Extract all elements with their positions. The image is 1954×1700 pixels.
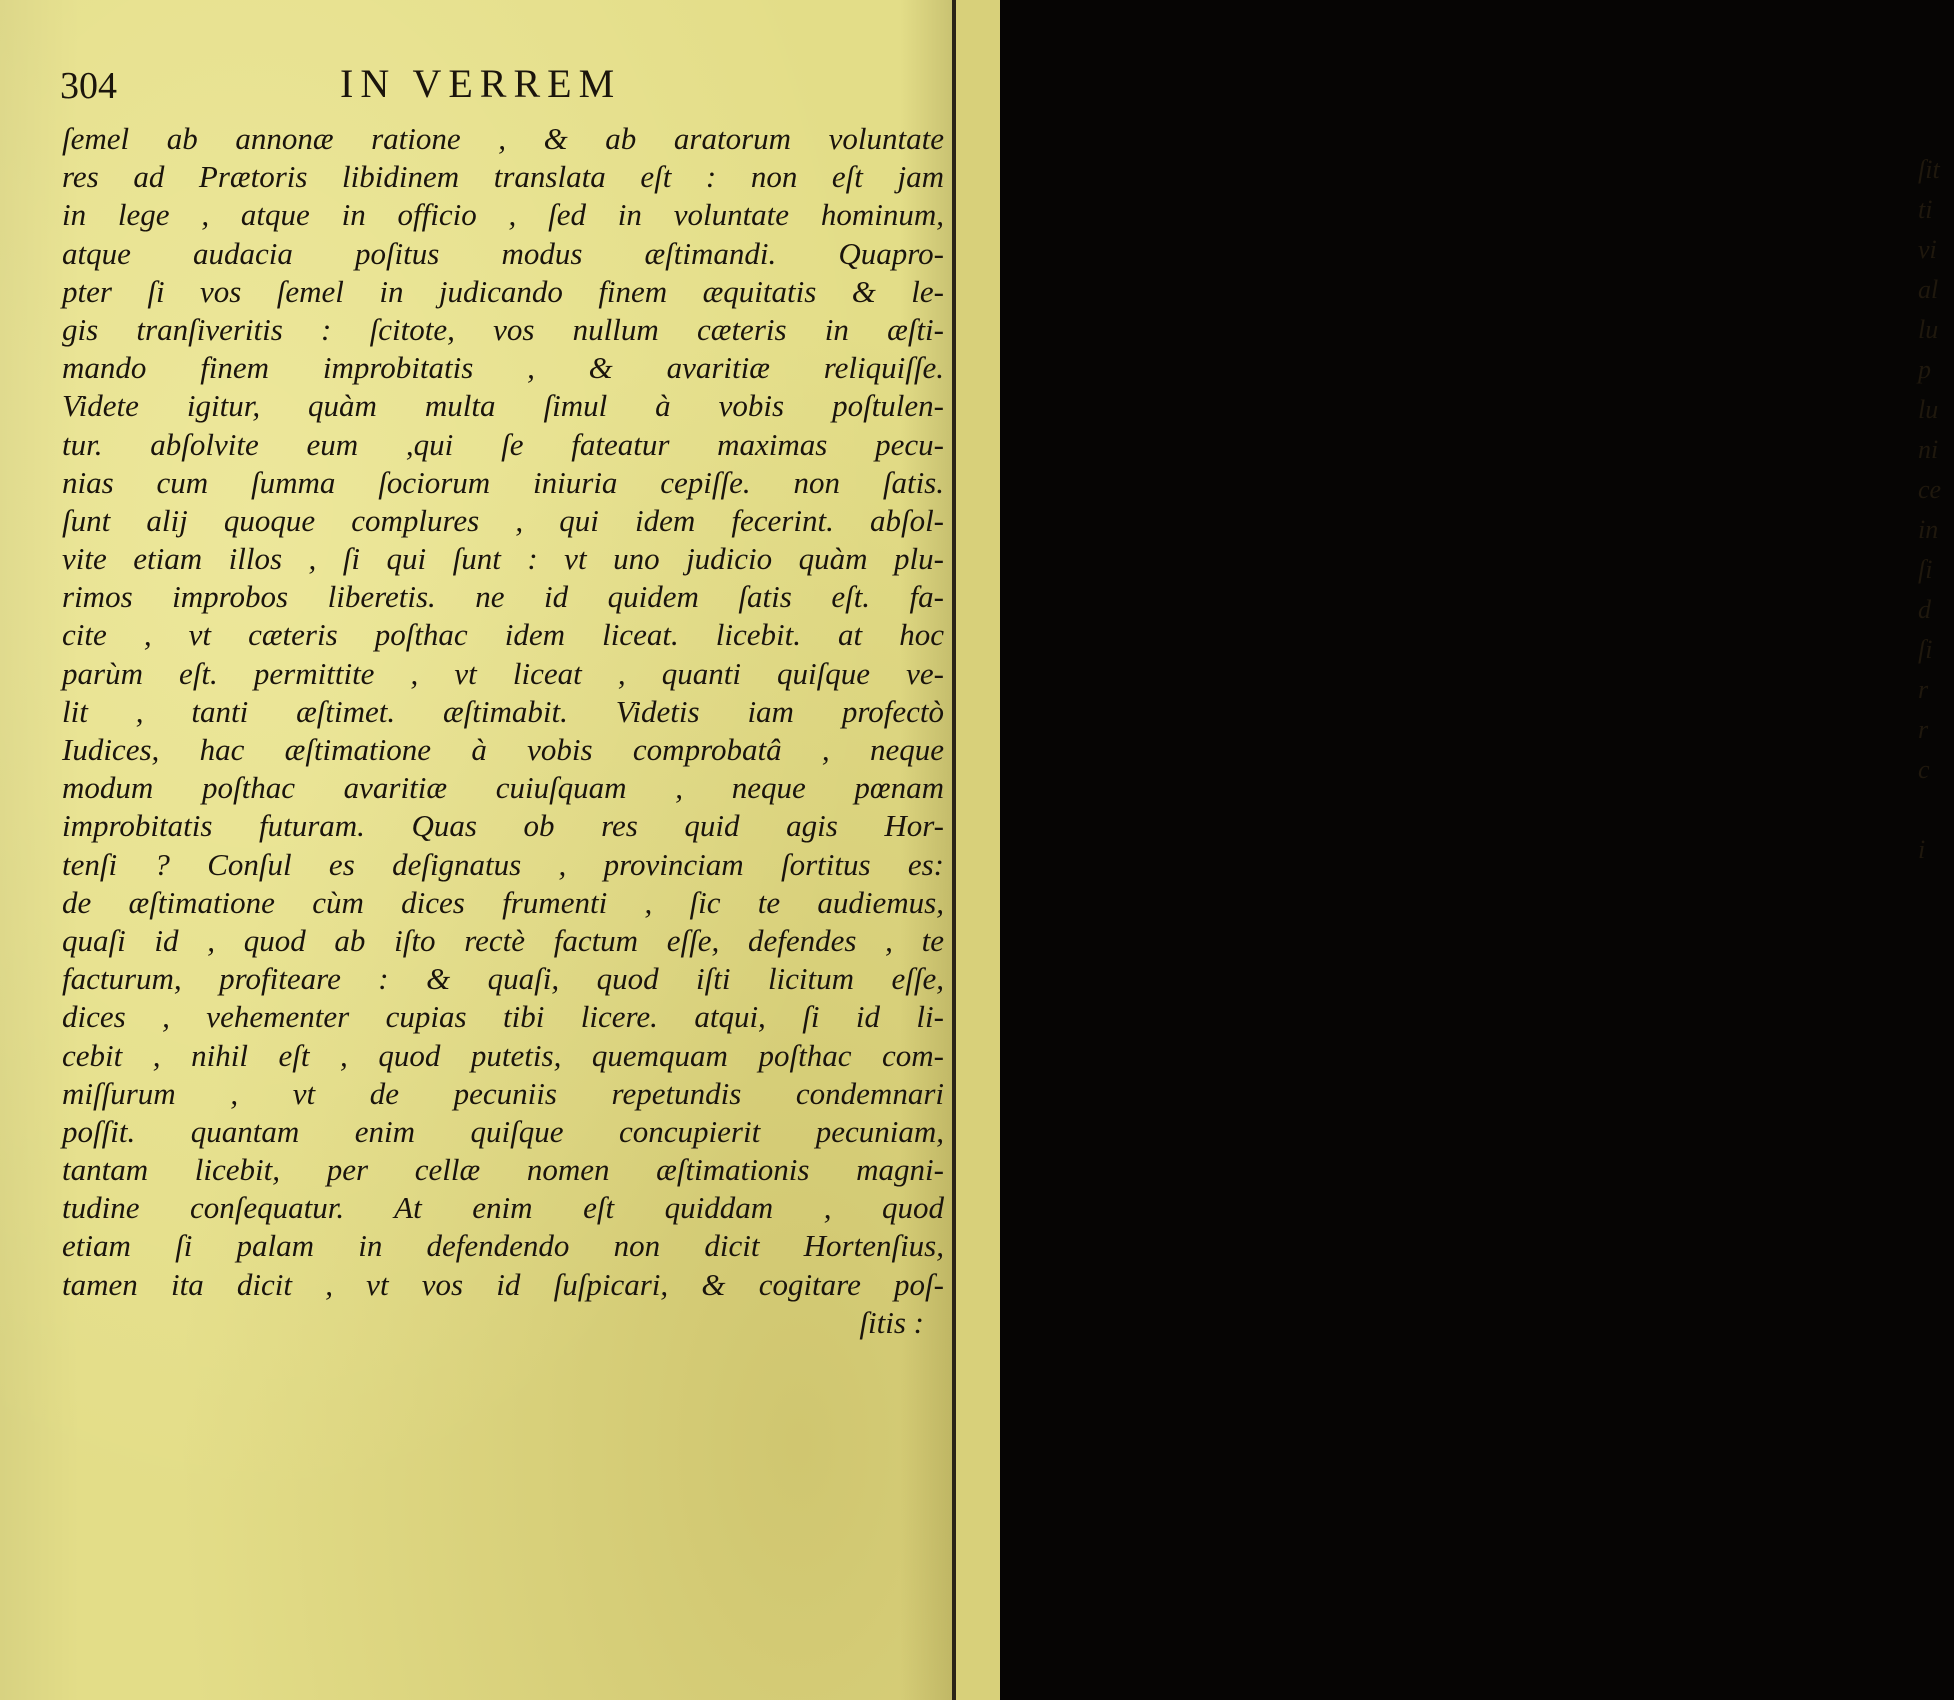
adjacent-text-fragment (1918, 870, 1954, 910)
adjacent-page-edge (956, 0, 1942, 1700)
text-line: Videte igitur, quàm multa ſimul à vobis poſtulen- (62, 388, 944, 424)
text-line: pter ſi vos ſemel in judicando finem æquitatis & le- (62, 273, 944, 309)
text-line: miſſurum , vt de pecuniis repetundis condemnari (62, 1075, 944, 1111)
text-line: Iudices, hac æſtimatione à vobis comprobatâ , neque (62, 732, 944, 767)
text-line: etiam ſi palam in defendendo non dicit Hortenſius, (62, 1228, 944, 1264)
adjacent-text-fragment (1918, 1190, 1954, 1230)
adjacent-text-fragment (1918, 1350, 1954, 1390)
adjacent-text-fragment (1918, 1310, 1954, 1350)
adjacent-text-fragment (1918, 790, 1954, 830)
text-line: poſſit. quantam enim quiſque concupierit pecuniam, (62, 1113, 944, 1149)
adjacent-text-fragment: ſi (1918, 555, 1933, 584)
body-text (62, 120, 944, 1342)
text-line: facturum, profiteare : & quaſi, quod iſti licitum eſſe, (62, 961, 944, 997)
text-line: gis tranſiveritis : ſcitote, vos nullum cæteris in æſti- (62, 311, 944, 347)
adjacent-text-fragment: i (1918, 835, 1926, 864)
text-line: tenſi ? Conſul es deſignatus , provinciam ſortitus es: (62, 846, 944, 882)
adjacent-text-fragment (1918, 1150, 1954, 1190)
adjacent-text-fragment (1918, 1230, 1954, 1270)
adjacent-text-fragment (1918, 1070, 1954, 1110)
adjacent-page-text-fragments (1918, 150, 1954, 1390)
adjacent-text-fragment: vi (1918, 235, 1937, 264)
running-title: IN VERREM (340, 61, 622, 106)
adjacent-text-fragment: r (1918, 675, 1929, 704)
adjacent-text-fragment: lu (1918, 315, 1939, 344)
text-line: tudine conſequatur. At enim eſt quiddam , quod (62, 1190, 944, 1226)
text-line: tamen ita dicit , vt vos id ſuſpicari, & cogitare poſ- (62, 1266, 944, 1302)
text-line: atque audacia poſitus modus æſtimandi. Quapro- (62, 235, 944, 271)
text-line: ſitis : (859, 1304, 924, 1340)
adjacent-text-fragment: ſit (1918, 155, 1940, 184)
text-line: ſemel ab annonæ ratione , & ab aratorum voluntate (62, 121, 944, 156)
text-line: improbitatis futuram. Quas ob res quid agis Hor- (62, 808, 944, 844)
text-line: nias cum ſumma ſociorum iniuria cepiſſe. non ſatis. (62, 464, 944, 500)
adjacent-text-fragment: ti (1918, 195, 1933, 224)
text-line: de æſtimatione cùm dices frumenti , ſic te audiemus, (62, 884, 944, 920)
adjacent-text-fragment (1918, 910, 1954, 950)
text-line: quaſi id , quod ab iſto rectè factum eſſe, defendes , te (62, 922, 944, 958)
text-line: dices , vehementer cupias tibi licere. atqui, ſi id li- (62, 999, 944, 1035)
adjacent-text-fragment: ſi (1918, 635, 1933, 664)
text-line: cite , vt cæteris poſthac idem liceat. licebit. at hoc (62, 617, 944, 653)
text-line: tantam licebit, per cellæ nomen æſtimationis magni- (62, 1152, 944, 1188)
text-line: modum poſthac avaritiæ cuiuſquam , neque pœnam (62, 770, 944, 806)
text-line: res ad Prætoris libidinem translata eſt : non eſt jam (62, 159, 944, 195)
text-line: lit , tanti æſtimet. æſtimabit. Videtis iam profectò (62, 693, 944, 729)
adjacent-text-fragment: r (1918, 715, 1929, 744)
text-line: cebit , nihil eſt , quod putetis, quemquam poſthac com- (62, 1037, 944, 1073)
adjacent-text-fragment: c (1918, 755, 1930, 784)
adjacent-text-fragment (1918, 1270, 1954, 1310)
text-line: ſunt alij quoque complures , qui idem fecerint. abſol- (62, 502, 944, 538)
adjacent-text-fragment: lu (1918, 395, 1939, 424)
adjacent-text-fragment: d (1918, 595, 1931, 624)
adjacent-text-fragment: in (1918, 515, 1939, 544)
adjacent-text-fragment (1918, 950, 1954, 990)
adjacent-text-fragment (1918, 1030, 1954, 1070)
text-line: in lege , atque in officio , ſed in voluntate hominum, (62, 197, 944, 233)
text-line: tur. abſolvite eum ,qui ſe fateatur maximas pecu- (62, 426, 944, 462)
adjacent-text-fragment (1918, 1110, 1954, 1150)
text-line: mando finem improbitatis , & avaritiæ reliquiſſe. (62, 350, 944, 386)
text-line: vite etiam illos , ſi qui ſunt : vt uno judicio quàm plu- (62, 541, 944, 577)
adjacent-text-fragment: al (1918, 275, 1939, 304)
text-line: rimos improbos liberetis. ne id quidem ſatis eſt. fa- (62, 579, 944, 615)
adjacent-text-fragment: ni (1918, 435, 1939, 464)
adjacent-text-fragment (1918, 990, 1954, 1030)
text-line: parùm eſt. permittite , vt liceat , quanti quiſque ve- (62, 655, 944, 691)
adjacent-text-fragment: ce (1918, 475, 1942, 504)
page-header (60, 60, 760, 120)
adjacent-text-fragment: p (1918, 355, 1931, 384)
page-number: 304 (60, 65, 117, 107)
